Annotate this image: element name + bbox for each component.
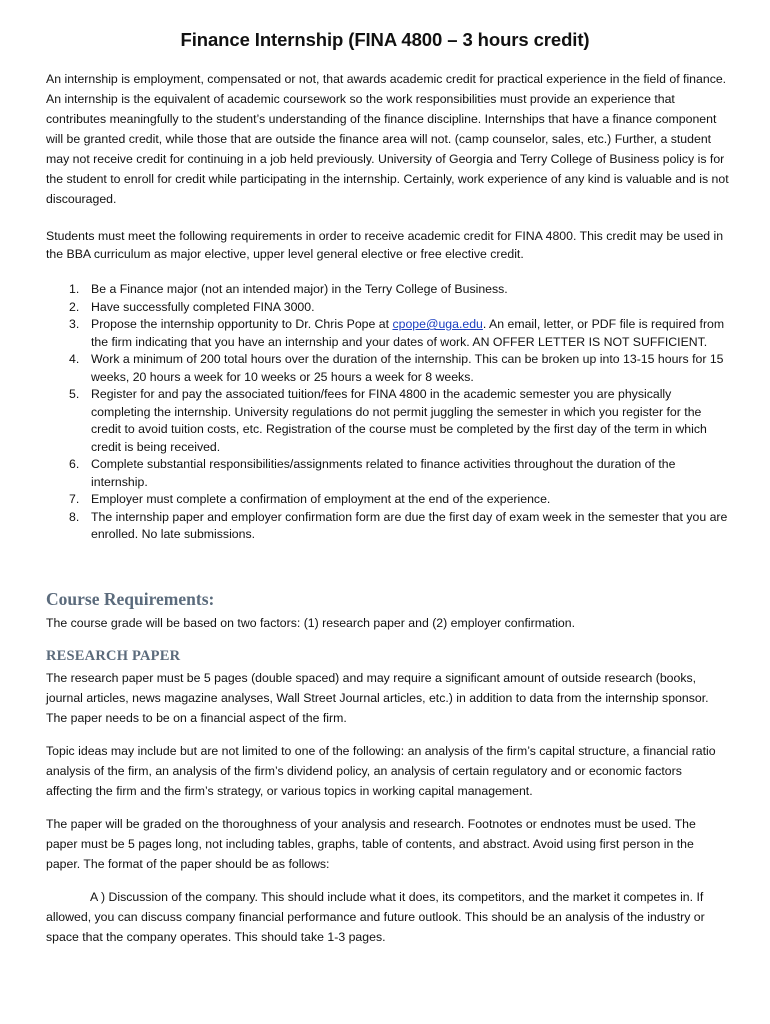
research-paragraph-2: Topic ideas may include but are not limited to one of the following: an analysis of the firm’s capital structure, a financial ratio analysis of the firm, an analysis of the firm’s dividend policy, an analysis of certain regulatory and or economic factors affecting the firm and the firm’s strategy, or various topics in working capital management. [46, 744, 716, 798]
requirement-number: 1. [69, 282, 80, 296]
requirements-intro-paragraph: Students must meet the following requirements in order to receive academic credit for FINA 4800. This credit may be used in the BBA curriculum as major elective, upper level general elective or free elective credit. [46, 229, 724, 261]
requirement-item [46, 316, 730, 351]
research-paper-heading: RESEARCH PAPER [46, 648, 181, 664]
page-title: Finance Internship (FINA 4800 – 3 hours credit) [180, 29, 590, 50]
requirement-item [46, 386, 730, 456]
requirement-text: The internship paper and employer confirmation form are due the first day of exam week in the semester that you are enrolled. No late submissions. [91, 509, 728, 541]
intro-paragraph: An internship is employment, compensated or not, that awards academic credit for practical experience in the field of finance. An internship is the equivalent of academic coursework so the work responsibilities must provide an experience that contributes meaningfully to the student’s understanding of the finance discipline. Internships that have a finance component will be granted credit, while those that are outside the finance area will not. (camp counselor, sales, etc.) Further, a student may not receive credit for continuing in a job held previously. University of Georgia and Terry College of Business policy is for the student to enroll for credit while participating in the internship. Certainly, work experience of any kind is valuable and is not discouraged. [46, 72, 729, 206]
requirement-text-before: Propose the internship opportunity to Dr. Chris Pope at [91, 317, 393, 331]
requirement-text: Complete substantial responsibilities/assignments related to finance activities throughout the duration of the internship. [91, 457, 676, 489]
requirement-item [46, 456, 730, 491]
requirement-text: Register for and pay the associated tuition/fees for FINA 4800 in the academic semester you are physically completing the internship. University regulations do not permit juggling the semester in which you register for the credit to avoid tuition costs, etc. Registration of the course must be completed by the first day of the term in which credit is being received. [91, 387, 707, 454]
requirement-item [46, 509, 730, 544]
course-grade-paragraph: The course grade will be based on two factors: (1) research paper and (2) employer confirmation. [46, 616, 576, 630]
course-requirements-heading: Course Requirements: [46, 589, 215, 609]
requirement-number: 2. [69, 299, 80, 314]
requirement-number: 8. [69, 509, 80, 524]
requirement-item [46, 299, 730, 317]
requirement-number: 7. [69, 492, 80, 506]
requirement-text: Have successfully completed FINA 3000. [91, 299, 315, 314]
requirement-item [46, 491, 730, 509]
requirement-number: 3. [69, 317, 80, 331]
research-paragraph-4: A ) Discussion of the company. This should include what it does, its competitors, and the market it competes in. If allowed, you can discuss company financial performance and future outlook. This should be an analysis of the industry or space that the company operates. This should take 1-3 pages. [46, 890, 705, 944]
research-paragraph-1: The research paper must be 5 pages (double spaced) and may require a significant amount of outside research (books, journal articles, news magazine analyses, Wall Street Journal articles, etc.) in addition to data from the internship sponsor. The paper needs to be on a financial aspect of the firm. [46, 671, 709, 725]
requirement-text-after: . An email, letter, or PDF file is required from the firm indicating that you have an internship and your dates of work. AN OFFER LETTER IS NOT SUFFICIENT. [91, 317, 725, 349]
requirement-text: Employer must complete a confirmation of employment at the end of the experience. [91, 492, 551, 506]
requirement-number: 4. [69, 352, 80, 366]
requirement-number: 5. [69, 387, 80, 401]
requirements-list [46, 281, 730, 544]
requirement-number: 6. [69, 457, 80, 471]
requirement-text: Be a Finance major (not an intended major) in the Terry College of Business. [91, 282, 508, 296]
research-paragraph-3: The paper will be graded on the thoroughness of your analysis and research. Footnotes or endnotes must be used. The paper must be 5 pages long, not including tables, graphs, table of contents, and abstract. Avoid using first person in the paper. The format of the paper should be as follows: [46, 817, 696, 871]
requirement-item [46, 351, 730, 386]
email-link[interactable]: cpope@uga.edu [392, 317, 483, 331]
requirement-text: Work a minimum of 200 total hours over the duration of the internship. This can be broken up into 13-15 hours for 15 weeks, 20 hours a week for 10 weeks or 25 hours a week for 8 weeks. [91, 352, 724, 384]
requirement-item [46, 281, 730, 299]
